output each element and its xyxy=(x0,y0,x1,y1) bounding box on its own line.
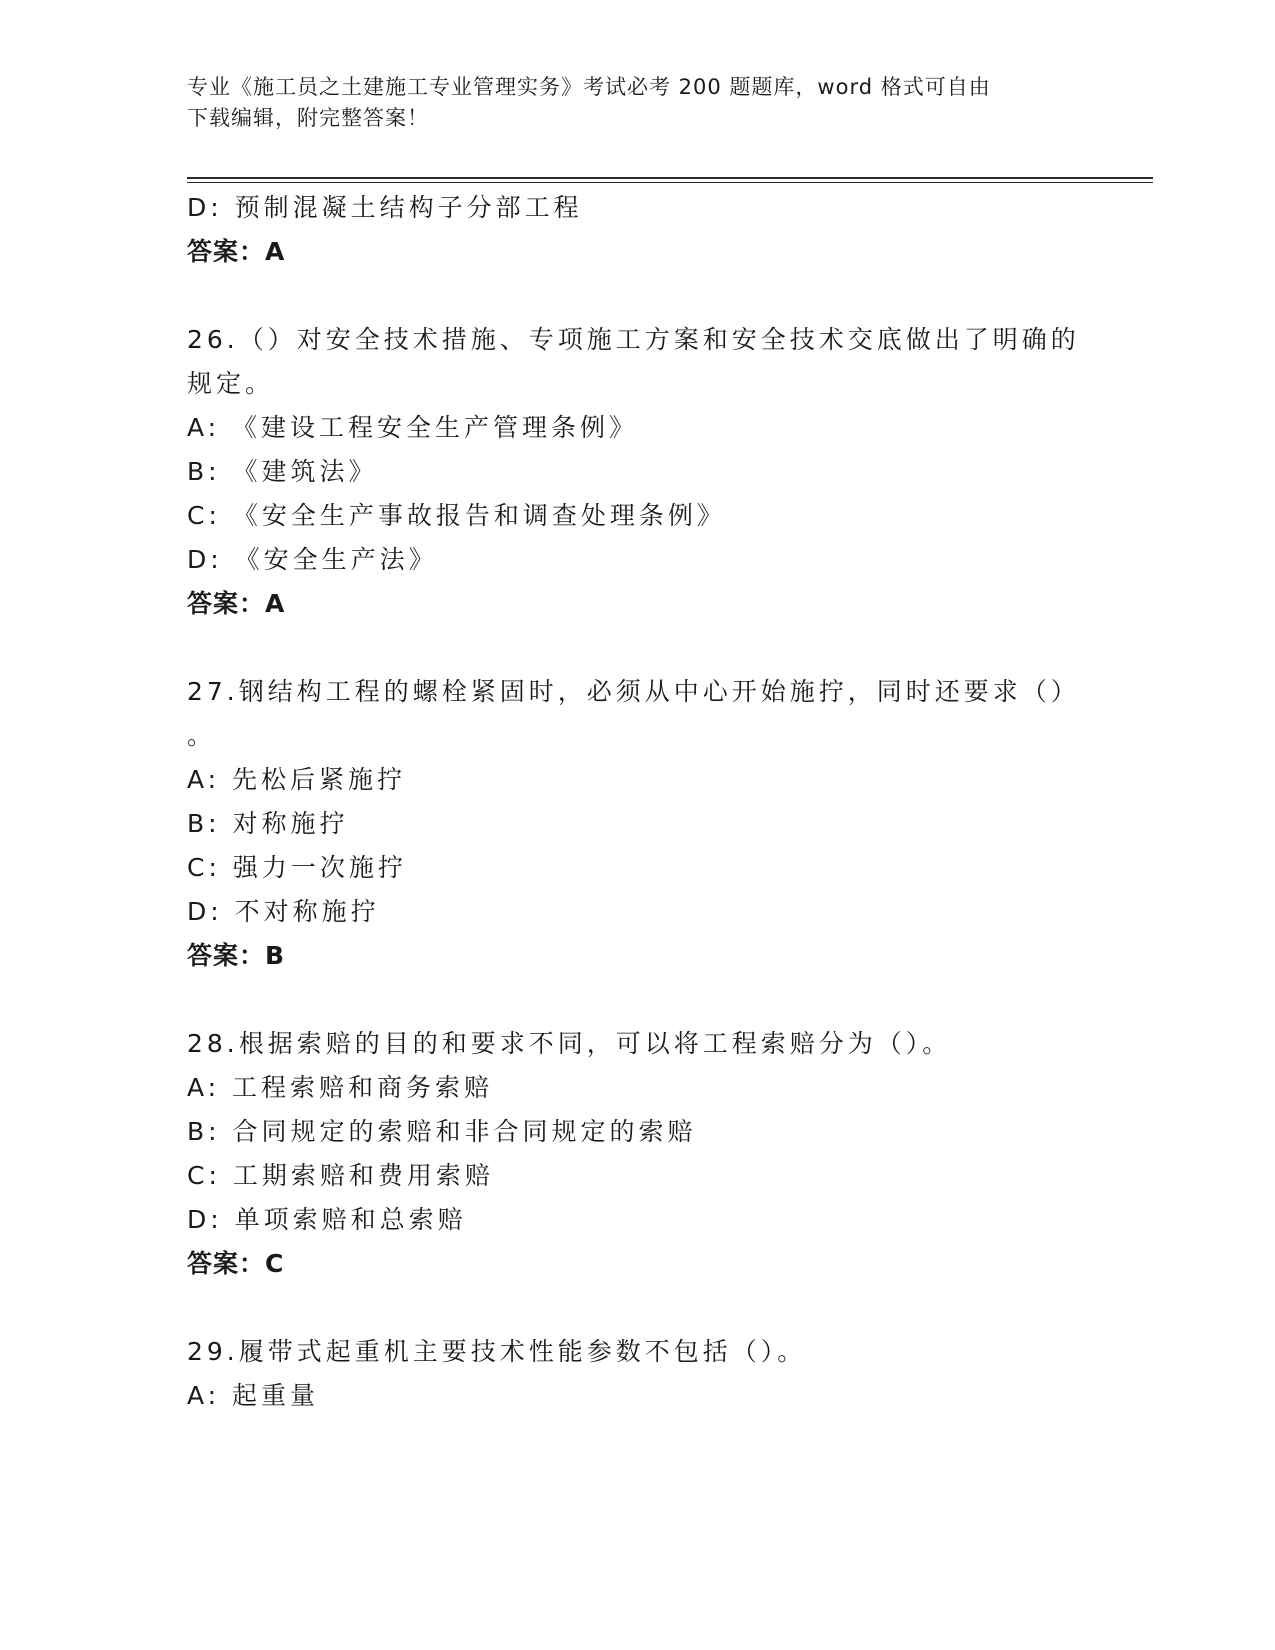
q28-stem-line-1: 28.根据索赔的目的和要求不同，可以将工程索赔分为（）。 xyxy=(187,1029,952,1058)
document-header xyxy=(187,72,1087,134)
header-line-2: 下载编辑，附完整答案！ xyxy=(187,106,429,130)
q27-option-d: D: 不对称施拧 xyxy=(187,897,380,926)
q26-option-b: B: 《建筑法》 xyxy=(187,457,378,486)
header-divider-thin xyxy=(187,182,1153,183)
q27-stem-line-1: 27.钢结构工程的螺栓紧固时，必须从中心开始施拧，同时还要求（） xyxy=(187,677,1080,706)
q27-option-a: A: 先松后紧施拧 xyxy=(187,765,407,794)
header-line-1: 专业《施工员之土建施工专业管理实务》考试必考 200 题题库，word 格式可自由 xyxy=(187,75,991,99)
q26-stem-line-1: 26.（）对安全技术措施、专项施工方案和安全技术交底做出了明确的 xyxy=(187,325,1080,354)
q27-option-b: B: 对称施拧 xyxy=(187,809,349,838)
q26-stem-line-2: 规定。 xyxy=(187,369,275,398)
q28-option-b: B: 合同规定的索赔和非合同规定的索赔 xyxy=(187,1117,697,1146)
prev-question-answer: 答案：A xyxy=(187,237,286,266)
q26-option-a: A: 《建设工程安全生产管理条例》 xyxy=(187,413,639,442)
q26-option-c: C: 《安全生产事故报告和调查处理条例》 xyxy=(187,501,726,530)
q28-option-d: D: 单项索赔和总索赔 xyxy=(187,1205,467,1234)
q28-answer: 答案：C xyxy=(187,1249,285,1278)
q26-option-d: D: 《安全生产法》 xyxy=(187,545,438,574)
q27-stem-line-2: 。 xyxy=(187,721,217,750)
prev-question-option-d: D: 预制混凝土结构子分部工程 xyxy=(187,193,583,222)
q29-option-a: A: 起重量 xyxy=(187,1381,320,1410)
q28-option-a: A: 工程索赔和商务索赔 xyxy=(187,1073,494,1102)
q28-option-c: C: 工期索赔和费用索赔 xyxy=(187,1161,494,1190)
q27-answer: 答案：B xyxy=(187,941,286,970)
header-divider-thick xyxy=(187,177,1153,179)
q29-stem-line-1: 29.履带式起重机主要技术性能参数不包括（）。 xyxy=(187,1337,807,1366)
q26-answer: 答案：A xyxy=(187,589,286,618)
q27-option-c: C: 强力一次施拧 xyxy=(187,853,407,882)
